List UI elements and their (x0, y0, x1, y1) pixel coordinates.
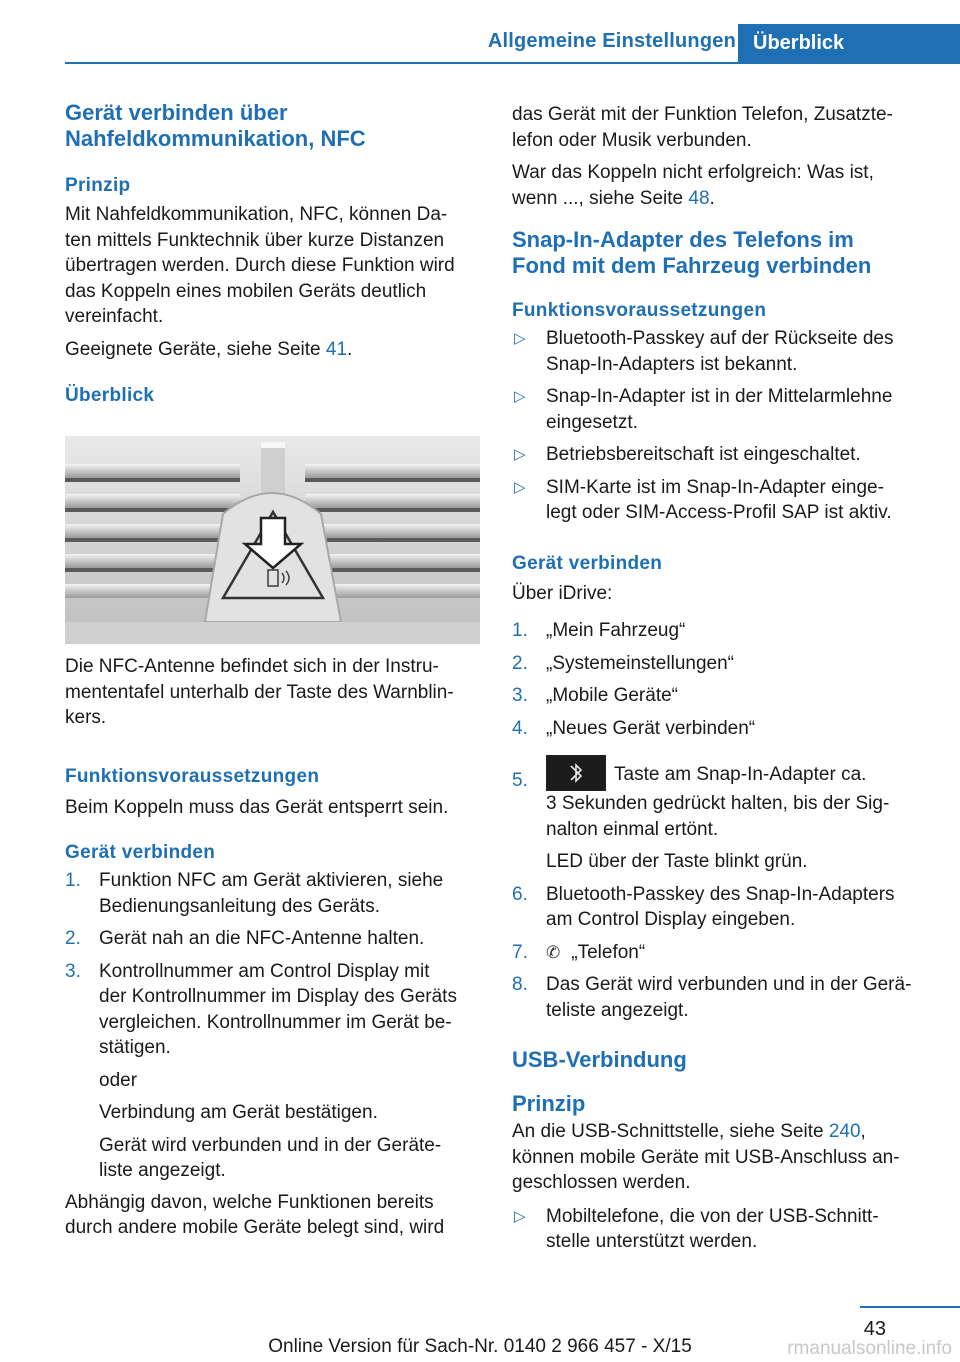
ueber-idrive: Über iDrive: (512, 582, 613, 604)
heading-geraet-verbinden: Gerät verbinden (65, 842, 216, 863)
step-number: 1. (512, 620, 528, 641)
list-item (512, 716, 927, 742)
step-number: 8. (512, 974, 528, 995)
heading-prinzip: Prinzip (65, 175, 131, 196)
prinzip-text: Mit Nahfeldkommunikation, NFC, können Da- ten mittels Funktechnik über kurze Distanzen übertragen werden. Durch diese Funktion wird das Koppeln eines mobilen Geräts deutlich vereinfacht. (65, 204, 455, 327)
heading-usb-prinzip: Prinzip (512, 1091, 586, 1116)
footer-version-text: Online Version für Sach-Nr. 0140 2 966 457 - X/15 (268, 1336, 692, 1357)
list-item (512, 651, 927, 677)
step-text: „Neues Gerät verbinden“ (546, 717, 756, 739)
requirement-text: Betriebsbereitschaft ist eingeschaltet. (546, 444, 861, 465)
step-number: 6. (512, 883, 528, 905)
list-item (512, 1204, 927, 1255)
requirement-text: Bluetooth-Passkey auf der Rückseite des Snap-In-Adapters ist bekannt. (546, 328, 894, 375)
list-item (512, 972, 927, 1023)
list-item (512, 882, 927, 933)
triangle-right-icon: ▷ (514, 446, 526, 463)
antenne-text: Die NFC-Antenne befindet sich in der Instru- mententafel unterhalb der Taste des Warnblin- kers. (65, 656, 454, 728)
phone-icon: ✆ (546, 942, 561, 962)
funktions-text: Beim Koppeln muss das Gerät entsperrt sein. (65, 796, 449, 818)
step-text-continued: 3 Sekunden gedrückt halten, bis der Sig- nalton einmal ertönt. (546, 793, 890, 840)
nfc-antenna-figure (65, 422, 480, 644)
right-column (512, 102, 927, 1255)
list-item (512, 940, 927, 966)
step-oder: oder (99, 1069, 138, 1091)
usb-label: An die USB-Schnittstelle, siehe Seite (512, 1121, 829, 1142)
list-item (512, 683, 927, 709)
heading-ueberblick: Überblick (65, 385, 155, 406)
triangle-right-icon: ▷ (514, 388, 526, 405)
step-text: Das Gerät wird verbunden und in der Gerä- teliste angezeigt. (546, 974, 912, 1021)
step-text: „Mein Fahrzeug“ (546, 620, 686, 641)
led-note: LED über der Taste blinkt grün. (546, 851, 808, 872)
snap-requirements-list (512, 326, 927, 526)
left-column (65, 100, 483, 1241)
step-number: 3. (65, 960, 81, 982)
heading-snap-geraet-verbinden: Gerät verbinden (512, 552, 663, 574)
page-header (0, 0, 960, 64)
idrive-steps-list (512, 618, 927, 1023)
list-item (65, 959, 483, 1184)
step-text: Funktion NFC am Gerät aktivieren, siehe Bedienungsanleitung des Geräts. (99, 870, 444, 917)
page-link-41[interactable]: 41 (325, 338, 348, 360)
title-line-2: Nahfeldkommunikation, NFC (65, 126, 366, 151)
list-item (512, 618, 927, 644)
step-text: „Systemeinstellungen“ (546, 652, 734, 674)
list-item (65, 868, 483, 919)
header-rule (65, 62, 960, 64)
page-link-48[interactable]: 48 (688, 187, 710, 209)
usb-item-text: Mobiltelefone, die von der USB-Schnitt- stelle unterstützt werden. (546, 1205, 879, 1252)
list-item (512, 384, 927, 435)
list-item (512, 475, 927, 526)
triangle-right-icon: ▷ (514, 1207, 526, 1225)
step-number: 3. (512, 685, 528, 706)
nfc-steps-list (65, 868, 483, 1184)
step-text: Gerät nah an die NFC-Antenne halten. (99, 928, 425, 949)
watermark: rmanualsonline.info (787, 1338, 952, 1359)
heading-snap-funktionsvoraussetzungen: Funktionsvoraussetzungen (512, 300, 767, 321)
section-title-nfc (65, 100, 483, 152)
period: . (709, 187, 715, 209)
footer-rule (860, 1306, 960, 1308)
step-number: 2. (65, 928, 81, 949)
step-text: „Mobile Geräte“ (546, 685, 678, 706)
step-text: Kontrollnummer am Control Display mit der Kontrollnummer im Display des Geräts vergleichen. Kontrollnummer im Gerät be- stätigen. (99, 960, 457, 1058)
geeignet-text (65, 337, 483, 363)
step-number: 4. (512, 717, 528, 739)
page-link-240[interactable]: 240 (828, 1121, 861, 1142)
requirement-text: SIM-Karte ist im Snap-In-Adapter einge- legt oder SIM-Access-Profil SAP ist aktiv. (546, 476, 892, 523)
list-item (512, 442, 927, 468)
dashboard-vent-illustration (65, 422, 480, 644)
section-title-snap-in: Snap-In-Adapter des Telefons im Fond mit dem Fahrzeug verbinden (512, 227, 872, 278)
period: . (347, 338, 353, 360)
heading-funktionsvoraussetzungen: Funktionsvoraussetzungen (65, 765, 320, 787)
requirement-text: Snap-In-Adapter ist in der Mittelarmlehne eingesetzt. (546, 386, 893, 433)
step-result: Gerät wird verbunden und in der Geräte- liste angezeigt. (99, 1134, 442, 1181)
triangle-right-icon: ▷ (514, 330, 526, 347)
step-text: „Telefon“ (571, 941, 646, 963)
continued-text: das Gerät mit der Funktion Telefon, Zusatzte- lefon oder Musik verbunden. (512, 104, 893, 151)
step-text: Taste am Snap-In-Adapter ca. (614, 764, 867, 785)
fail-text (512, 160, 927, 211)
title-line-1: Gerät verbinden über (65, 100, 288, 125)
step-text: Bluetooth-Passkey des Snap-In-Adapters am Control Display eingeben. (546, 883, 895, 930)
usb-list (512, 1204, 927, 1255)
usb-text (512, 1119, 927, 1196)
step-number: 1. (65, 870, 81, 891)
header-section-title: Allgemeine Einstellungen (487, 30, 736, 52)
list-item (512, 326, 927, 377)
abhaengig-text: Abhängig davon, welche Funktionen bereits durch andere mobile Geräte belegt sind, wird (65, 1191, 445, 1238)
bluetooth-icon (547, 756, 605, 790)
step-number: 7. (512, 941, 528, 963)
list-item (512, 755, 927, 875)
fail-label: War das Koppeln nicht erfolgreich: Was ist, wenn ..., siehe Seite (512, 162, 874, 209)
step-alt: Verbindung am Gerät bestätigen. (99, 1102, 378, 1123)
usb-label-continued: , können mobile Geräte mit USB-Anschluss an- geschlossen werden. (512, 1121, 900, 1193)
list-item (65, 926, 483, 952)
step-number: 2. (512, 652, 528, 674)
page-number: 43 (863, 1318, 886, 1340)
step-number: 5. (512, 770, 528, 791)
triangle-right-icon: ▷ (514, 478, 526, 496)
section-title-usb: USB-Verbindung (512, 1047, 687, 1072)
header-tab-active: Überblick (738, 24, 960, 62)
bluetooth-key-image (546, 755, 606, 791)
geeignet-label: Geeignete Geräte, siehe Seite (65, 338, 326, 360)
